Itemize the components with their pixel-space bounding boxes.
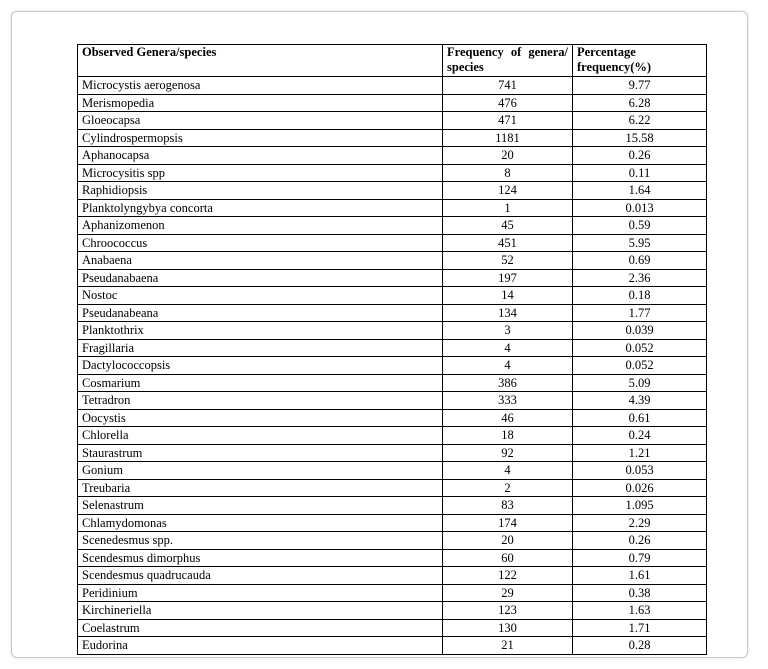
genus-name-cell: Gloeocapsa bbox=[78, 112, 443, 130]
genus-name-cell: Planktothrix bbox=[78, 322, 443, 340]
table-row bbox=[78, 479, 707, 497]
table-row bbox=[78, 637, 707, 655]
table-body bbox=[78, 77, 707, 655]
percentage-cell: 1.77 bbox=[573, 304, 707, 322]
table-row bbox=[78, 619, 707, 637]
table-row bbox=[78, 147, 707, 165]
percentage-cell: 0.61 bbox=[573, 409, 707, 427]
table-row bbox=[78, 584, 707, 602]
genus-name-cell: Gonium bbox=[78, 462, 443, 480]
frequency-cell: 3 bbox=[443, 322, 573, 340]
header-frequency: Frequency of genera/ species bbox=[443, 45, 573, 77]
genus-name-cell: Tetradron bbox=[78, 392, 443, 410]
genus-name-cell: Scendesmus quadrucauda bbox=[78, 567, 443, 585]
genus-name-cell: Cosmarium bbox=[78, 374, 443, 392]
genus-name-cell: Pseudanabaena bbox=[78, 269, 443, 287]
frequency-cell: 130 bbox=[443, 619, 573, 637]
table-row bbox=[78, 339, 707, 357]
table-row bbox=[78, 462, 707, 480]
percentage-cell: 0.26 bbox=[573, 147, 707, 165]
table-row bbox=[78, 374, 707, 392]
frequency-cell: 20 bbox=[443, 532, 573, 550]
percentage-cell: 0.052 bbox=[573, 339, 707, 357]
percentage-cell: 0.053 bbox=[573, 462, 707, 480]
frequency-cell: 1181 bbox=[443, 129, 573, 147]
table-row bbox=[78, 287, 707, 305]
table-row bbox=[78, 164, 707, 182]
genus-name-cell: Chroococcus bbox=[78, 234, 443, 252]
frequency-cell: 60 bbox=[443, 549, 573, 567]
frequency-cell: 14 bbox=[443, 287, 573, 305]
table-row bbox=[78, 602, 707, 620]
table-row bbox=[78, 567, 707, 585]
table-row bbox=[78, 357, 707, 375]
frequency-cell: 52 bbox=[443, 252, 573, 270]
table-row bbox=[78, 77, 707, 95]
table-row bbox=[78, 444, 707, 462]
percentage-cell: 1.64 bbox=[573, 182, 707, 200]
frequency-cell: 1 bbox=[443, 199, 573, 217]
percentage-cell: 1.71 bbox=[573, 619, 707, 637]
frequency-cell: 471 bbox=[443, 112, 573, 130]
frequency-cell: 18 bbox=[443, 427, 573, 445]
frequency-cell: 476 bbox=[443, 94, 573, 112]
table-row bbox=[78, 217, 707, 235]
genus-name-cell: Nostoc bbox=[78, 287, 443, 305]
table-row bbox=[78, 112, 707, 130]
table-row bbox=[78, 427, 707, 445]
percentage-cell: 15.58 bbox=[573, 129, 707, 147]
genus-name-cell: Eudorina bbox=[78, 637, 443, 655]
table-header-row bbox=[78, 45, 707, 77]
frequency-cell: 451 bbox=[443, 234, 573, 252]
genus-name-cell: Selenastrum bbox=[78, 497, 443, 515]
percentage-cell: 0.013 bbox=[573, 199, 707, 217]
frequency-cell: 45 bbox=[443, 217, 573, 235]
genus-name-cell: Fragillaria bbox=[78, 339, 443, 357]
figure-frame bbox=[11, 11, 748, 658]
frequency-cell: 123 bbox=[443, 602, 573, 620]
genus-name-cell: Raphidiopsis bbox=[78, 182, 443, 200]
table-row bbox=[78, 497, 707, 515]
percentage-cell: 6.22 bbox=[573, 112, 707, 130]
table-row bbox=[78, 322, 707, 340]
percentage-cell: 2.36 bbox=[573, 269, 707, 287]
percentage-cell: 0.11 bbox=[573, 164, 707, 182]
table-row bbox=[78, 252, 707, 270]
percentage-cell: 6.28 bbox=[573, 94, 707, 112]
frequency-cell: 122 bbox=[443, 567, 573, 585]
percentage-cell: 0.79 bbox=[573, 549, 707, 567]
percentage-cell: 9.77 bbox=[573, 77, 707, 95]
percentage-cell: 4.39 bbox=[573, 392, 707, 410]
genus-name-cell: Anabaena bbox=[78, 252, 443, 270]
genus-name-cell: Aphanizomenon bbox=[78, 217, 443, 235]
frequency-cell: 46 bbox=[443, 409, 573, 427]
genus-name-cell: Aphanocapsa bbox=[78, 147, 443, 165]
percentage-cell: 5.95 bbox=[573, 234, 707, 252]
genus-name-cell: Coelastrum bbox=[78, 619, 443, 637]
table-row bbox=[78, 514, 707, 532]
table-row bbox=[78, 269, 707, 287]
percentage-cell: 0.24 bbox=[573, 427, 707, 445]
genus-name-cell: Planktolyngybya concorta bbox=[78, 199, 443, 217]
frequency-cell: 333 bbox=[443, 392, 573, 410]
percentage-cell: 0.28 bbox=[573, 637, 707, 655]
percentage-cell: 0.052 bbox=[573, 357, 707, 375]
frequency-cell: 124 bbox=[443, 182, 573, 200]
genus-name-cell: Microcysitis spp bbox=[78, 164, 443, 182]
genus-name-cell: Pseudanabeana bbox=[78, 304, 443, 322]
genus-name-cell: Merismopedia bbox=[78, 94, 443, 112]
frequency-cell: 741 bbox=[443, 77, 573, 95]
genus-name-cell: Dactylococcopsis bbox=[78, 357, 443, 375]
frequency-cell: 92 bbox=[443, 444, 573, 462]
frequency-cell: 83 bbox=[443, 497, 573, 515]
percentage-cell: 1.63 bbox=[573, 602, 707, 620]
genus-name-cell: Chlorella bbox=[78, 427, 443, 445]
genus-name-cell: Microcystis aerogenosa bbox=[78, 77, 443, 95]
table-row bbox=[78, 129, 707, 147]
table-row bbox=[78, 182, 707, 200]
frequency-cell: 4 bbox=[443, 339, 573, 357]
genera-frequency-table bbox=[77, 44, 707, 655]
percentage-cell: 0.59 bbox=[573, 217, 707, 235]
percentage-cell: 1.21 bbox=[573, 444, 707, 462]
table-row bbox=[78, 304, 707, 322]
frequency-cell: 386 bbox=[443, 374, 573, 392]
table-row bbox=[78, 94, 707, 112]
table-row bbox=[78, 234, 707, 252]
percentage-cell: 0.38 bbox=[573, 584, 707, 602]
genus-name-cell: Kirchineriella bbox=[78, 602, 443, 620]
frequency-cell: 8 bbox=[443, 164, 573, 182]
table-row bbox=[78, 392, 707, 410]
header-percentage: Percentage frequency(%) bbox=[573, 45, 707, 77]
percentage-cell: 1.095 bbox=[573, 497, 707, 515]
frequency-cell: 20 bbox=[443, 147, 573, 165]
percentage-cell: 5.09 bbox=[573, 374, 707, 392]
genus-name-cell: Staurastrum bbox=[78, 444, 443, 462]
percentage-cell: 1.61 bbox=[573, 567, 707, 585]
frequency-cell: 2 bbox=[443, 479, 573, 497]
frequency-cell: 4 bbox=[443, 462, 573, 480]
table-row bbox=[78, 409, 707, 427]
percentage-cell: 0.26 bbox=[573, 532, 707, 550]
table-row bbox=[78, 549, 707, 567]
header-genera: Observed Genera/species bbox=[78, 45, 443, 77]
percentage-cell: 0.18 bbox=[573, 287, 707, 305]
percentage-cell: 0.039 bbox=[573, 322, 707, 340]
table-row bbox=[78, 532, 707, 550]
frequency-cell: 21 bbox=[443, 637, 573, 655]
percentage-cell: 0.69 bbox=[573, 252, 707, 270]
frequency-cell: 29 bbox=[443, 584, 573, 602]
frequency-cell: 197 bbox=[443, 269, 573, 287]
genus-name-cell: Peridinium bbox=[78, 584, 443, 602]
frequency-cell: 134 bbox=[443, 304, 573, 322]
genus-name-cell: Oocystis bbox=[78, 409, 443, 427]
percentage-cell: 0.026 bbox=[573, 479, 707, 497]
genus-name-cell: Treubaria bbox=[78, 479, 443, 497]
genus-name-cell: Chlamydomonas bbox=[78, 514, 443, 532]
table-row bbox=[78, 199, 707, 217]
frequency-cell: 4 bbox=[443, 357, 573, 375]
percentage-cell: 2.29 bbox=[573, 514, 707, 532]
frequency-cell: 174 bbox=[443, 514, 573, 532]
genus-name-cell: Scenedesmus spp. bbox=[78, 532, 443, 550]
genus-name-cell: Scendesmus dimorphus bbox=[78, 549, 443, 567]
genus-name-cell: Cylindrospermopsis bbox=[78, 129, 443, 147]
